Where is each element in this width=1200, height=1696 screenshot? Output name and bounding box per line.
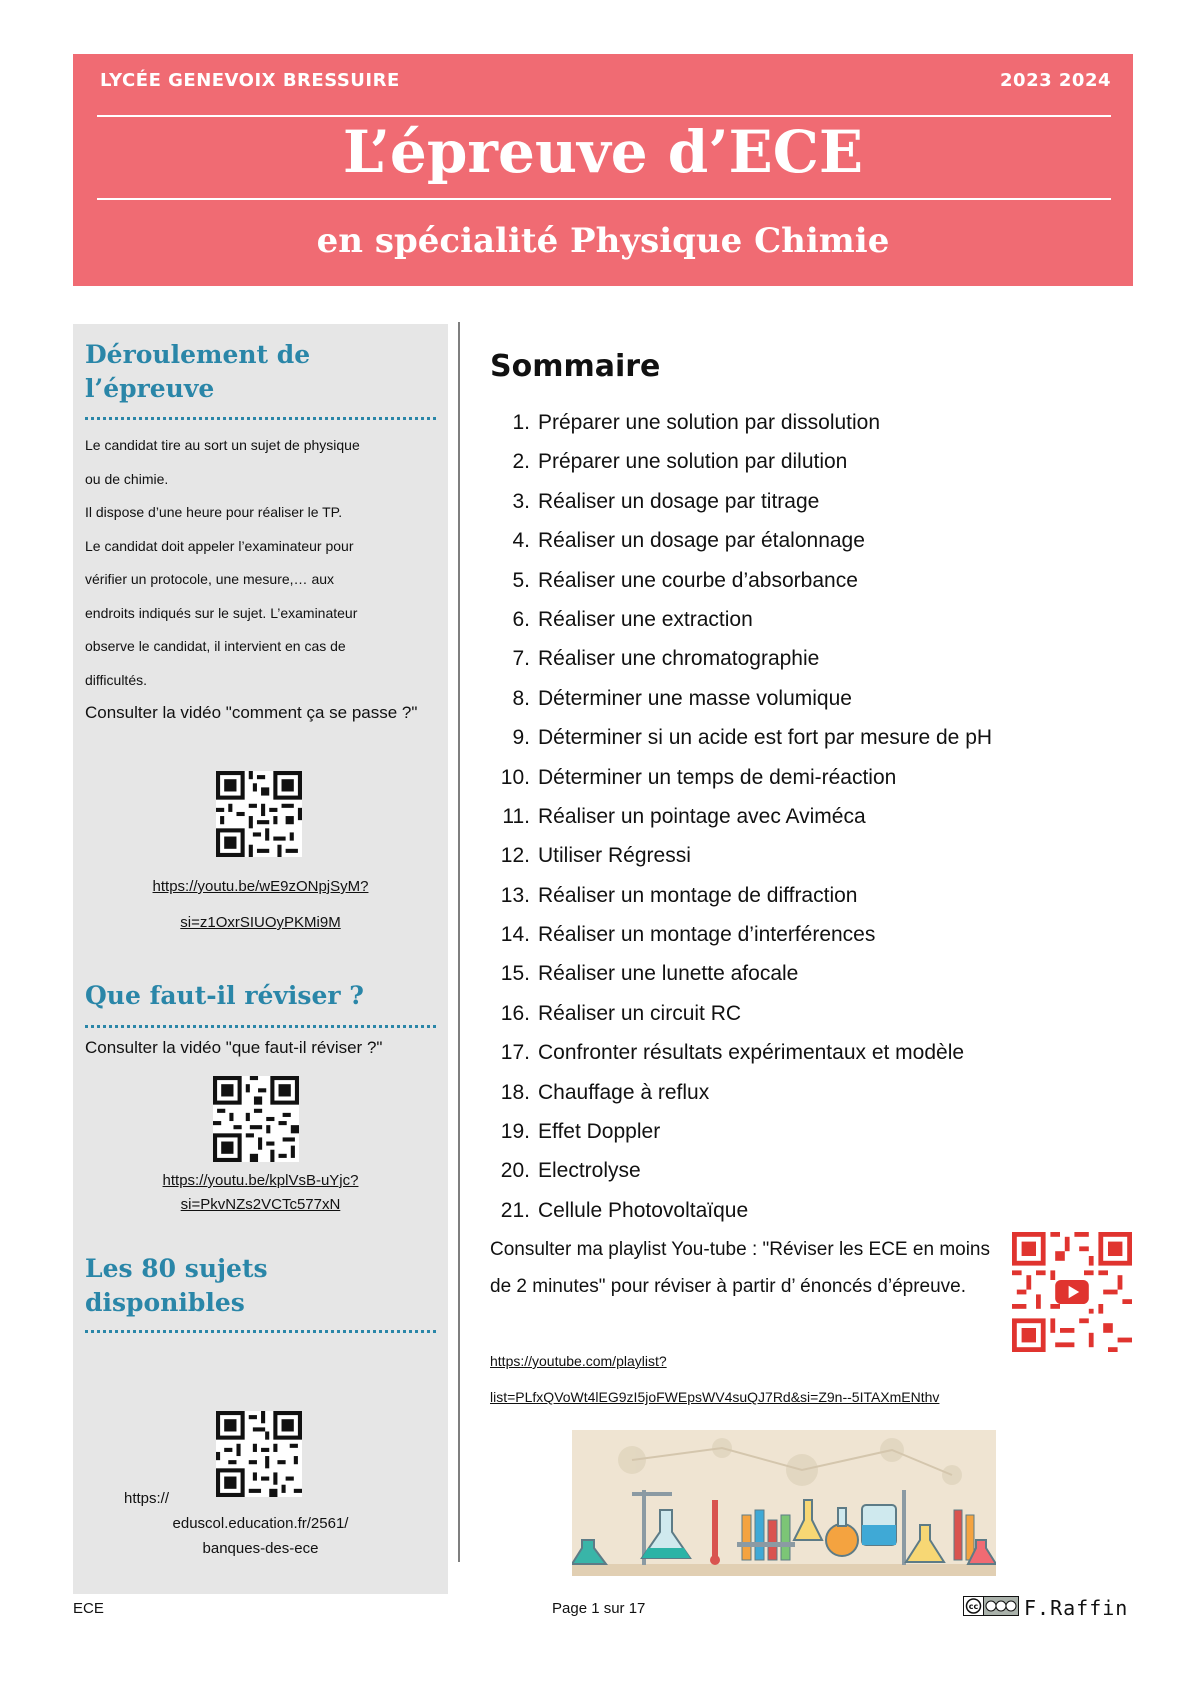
video-text-1: Consulter la vidéo "comment ça se passe ?" — [85, 703, 418, 722]
author-name: F.Raffin — [1024, 1596, 1129, 1620]
toc-item[interactable]: 2. Préparer une solution par dilution — [512, 450, 848, 474]
toc-item[interactable]: 5. Réaliser une courbe d’absorbance — [512, 568, 858, 592]
heading-sujets: Les 80 sujets disponibles — [85, 1254, 268, 1317]
qr-code-icon[interactable] — [216, 771, 302, 857]
video-link-2[interactable]: https://youtu.be/kplVsB-uYjc? si=PkvNZs2VCTc577xN — [162, 1172, 359, 1213]
toc-item[interactable]: 16. Réaliser un circuit RC — [500, 1001, 742, 1025]
playlist-text: Consulter ma playlist You-tube : "Réviser les ECE en moins de 2 minutes" pour réviser à partir d’ énoncés d’épreuve. — [490, 1239, 990, 1297]
qr-code-icon[interactable] — [213, 1076, 299, 1162]
sidebar — [73, 324, 448, 1594]
toc-item[interactable]: 19. Effet Doppler — [500, 1120, 661, 1144]
toc-item[interactable]: 4. Réaliser un dosage par étalonnage — [512, 529, 865, 553]
youtube-qr-code-icon[interactable] — [1012, 1232, 1132, 1352]
toc-item[interactable]: 7. Réaliser une chromatographie — [512, 647, 820, 671]
toc-item[interactable]: 9. Déterminer si un acide est fort par mesure de pH — [512, 726, 993, 750]
creative-commons-icon — [963, 1596, 1019, 1616]
dotted-divider — [85, 1025, 436, 1028]
page-number: Page 1 sur 17 — [552, 1600, 646, 1617]
dotted-divider — [85, 1330, 436, 1333]
toc-item[interactable]: 3. Réaliser un dosage par titrage — [512, 489, 820, 513]
school-year: 2023 2024 — [1000, 70, 1111, 91]
toc-item[interactable]: 11. Réaliser un pointage avec Aviméca — [502, 804, 866, 828]
header-banner — [73, 54, 1133, 286]
heading-deroulement: Déroulement de l’épreuve — [85, 340, 311, 403]
header-rule-bottom — [97, 198, 1111, 200]
toc-item[interactable]: 21. Cellule Photovoltaïque — [500, 1198, 749, 1222]
heading-reviser: Que faut-il réviser ? — [85, 981, 364, 1010]
qr-code-icon[interactable] — [216, 1411, 302, 1497]
toc-item[interactable]: 1. Préparer une solution par dissolution — [512, 411, 881, 434]
page-title: L’épreuve d’ECE — [342, 118, 864, 186]
sommaire-title: Sommaire — [490, 349, 661, 384]
video-link-1[interactable]: https://youtu.be/wE9zONpjSyM? si=z1OxrSIUOyPKMi9M — [152, 878, 369, 931]
chemistry-lab-illustration — [572, 1430, 996, 1576]
dotted-divider — [85, 417, 436, 420]
table-of-contents — [490, 403, 992, 1230]
toc-item[interactable]: 20. Electrolyse — [500, 1159, 641, 1183]
header-rule-top — [97, 115, 1111, 117]
school-name: LYCÉE GENEVOIX BRESSUIRE — [100, 70, 400, 91]
toc-item[interactable]: 10. Déterminer un temps de demi-réaction — [500, 765, 897, 789]
footer-label: ECE — [73, 1600, 104, 1617]
playlist-link-line2[interactable]: list=PLfxQVoWt4lEG9zI5joFWEpsWV4suQJ7Rd&si=Z9n--5ITAXmENthv — [490, 1389, 940, 1405]
deroulement-text: Le candidat tire au sort un sujet de physique ou de chimie. Il dispose d’une heure pour réaliser le TP. Le candidat doit appeler l’examinateur pour vérifier un protocole, une mesure,… aux endroits indiqués sur le sujet. L’examinateur observe le candidat, il intervient en cas de difficultés. — [85, 437, 360, 688]
toc-item[interactable]: 18. Chauffage à reflux — [500, 1080, 710, 1104]
toc-item[interactable]: 8. Déterminer une masse volumique — [512, 686, 852, 710]
toc-item[interactable]: 13. Réaliser un montage de diffraction — [500, 883, 858, 907]
page-subtitle: en spécialité Physique Chimie — [316, 221, 890, 261]
toc-item[interactable]: 15. Réaliser une lunette afocale — [500, 962, 799, 986]
sujets-link[interactable]: https:// eduscol.education.fr/2561/ banques-des-ece — [124, 1490, 349, 1557]
toc-item[interactable]: 14. Réaliser un montage d’interférences — [500, 923, 876, 947]
toc-item[interactable]: 6. Réaliser une extraction — [512, 607, 753, 631]
toc-item[interactable]: 17. Confronter résultats expérimentaux et modèle — [500, 1041, 965, 1065]
video-text-2: Consulter la vidéo "que faut-il réviser ?" — [85, 1038, 383, 1057]
toc-item[interactable]: 12. Utiliser Régressi — [500, 844, 691, 868]
playlist-link-line1[interactable]: https://youtube.com/playlist? — [490, 1353, 667, 1369]
svg-text:cc: cc — [968, 1602, 979, 1611]
column-divider — [458, 322, 460, 1562]
